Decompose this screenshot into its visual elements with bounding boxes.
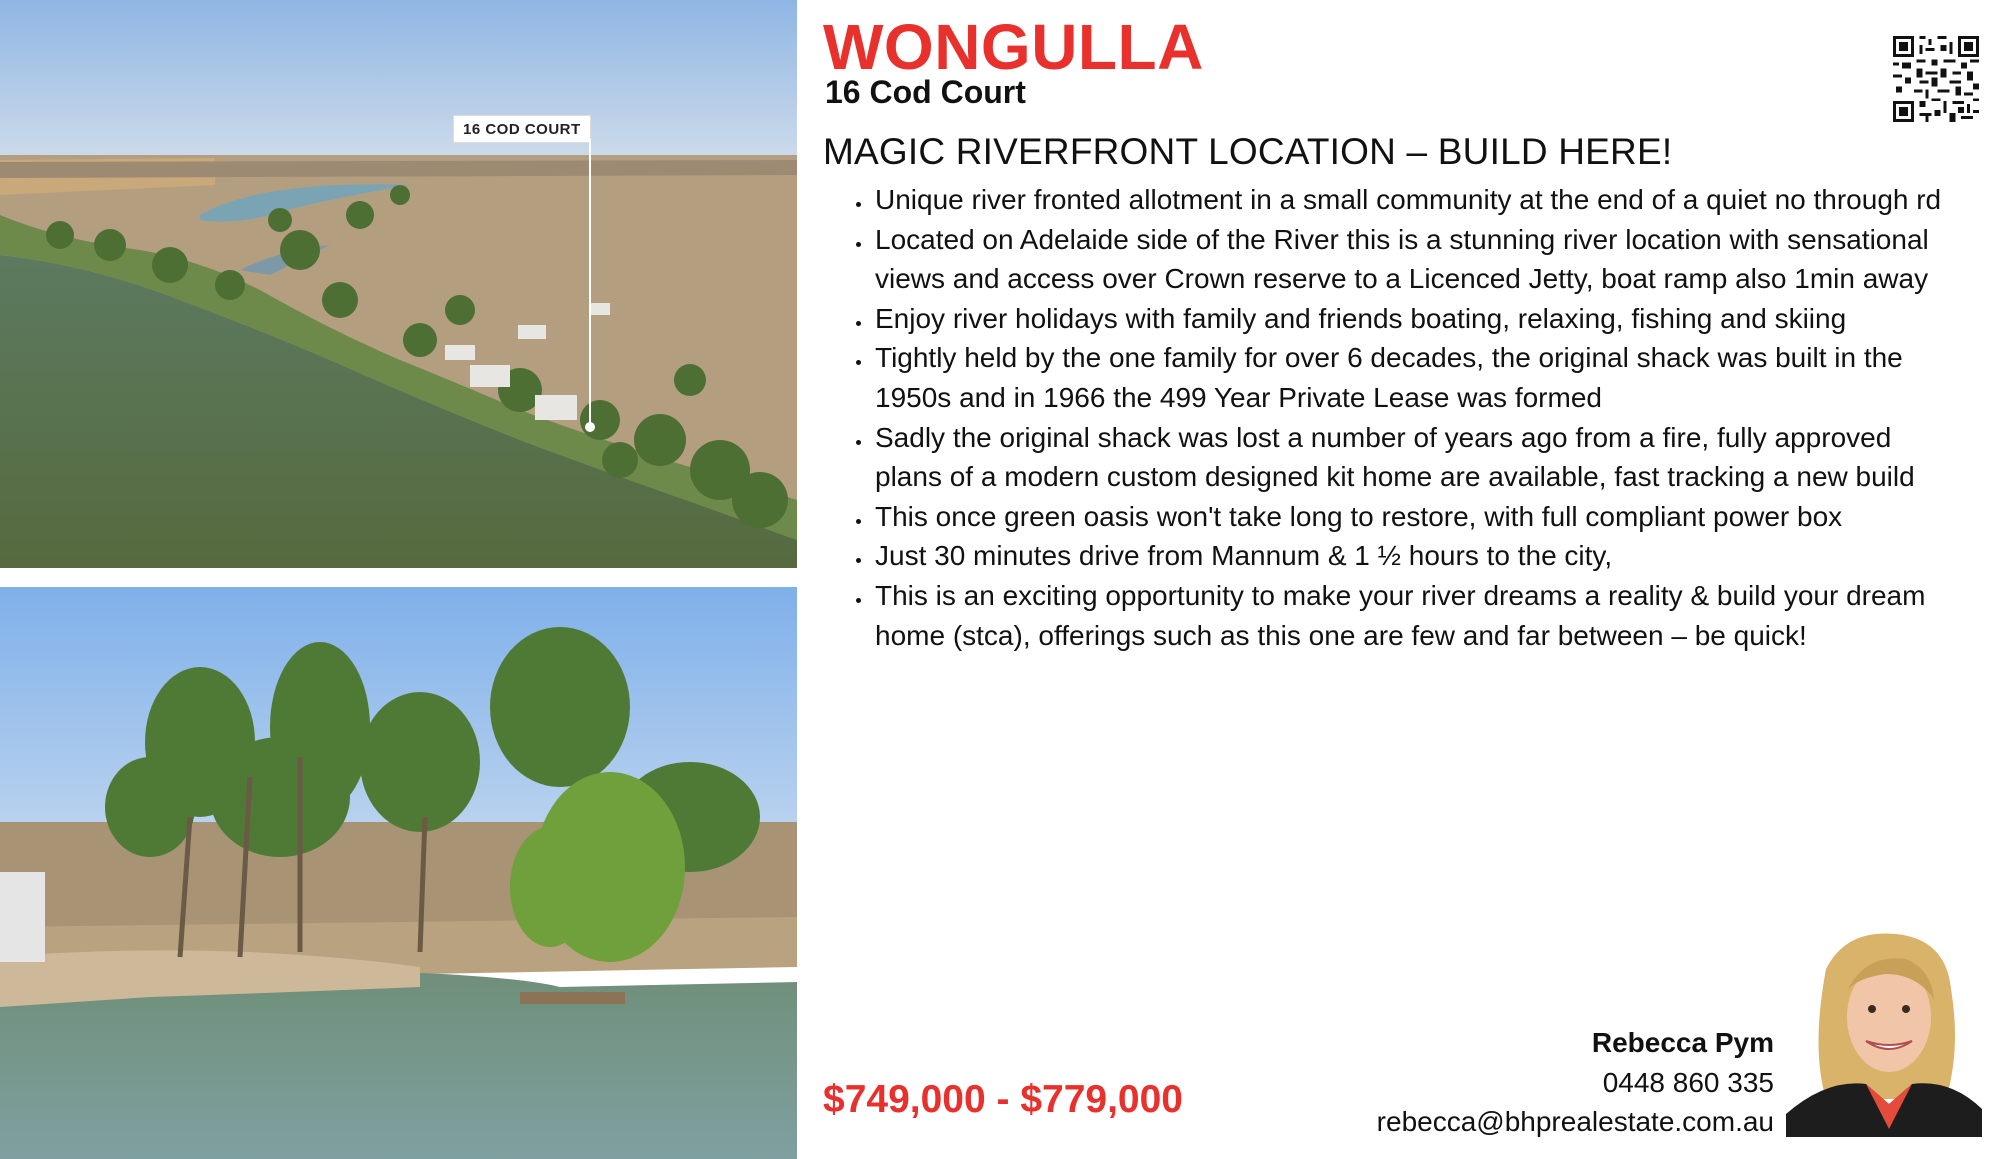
feature-item: • Unique river fronted allotment in a small community at the end of a quiet no through rd (873, 180, 1963, 220)
feature-item: • Just 30 minutes drive from Mannum & 1 ½ hours to the city, (873, 536, 1963, 576)
photo-callout-marker (585, 422, 595, 432)
agent-contact (1377, 1023, 1774, 1142)
price-range: $749,000 - $779,000 (823, 1078, 1183, 1121)
feature-item: • This is an exciting opportunity to make your river dreams a reality & build your dream home (stca), offerings such as this one are few and far between – be quick! (873, 576, 1963, 655)
property-address: 16 Cod Court (825, 74, 1026, 110)
qr-code-icon[interactable] (1893, 36, 1979, 122)
riverbank-photo (0, 587, 797, 1159)
feature-item: • This once green oasis won't take long to restore, with full compliant power box (873, 497, 1963, 537)
feature-item: • Located on Adelaide side of the River this is a stunning river location with sensational views and access over Crown reserve to a Licenced Jetty, boat ramp also 1min away (873, 220, 1963, 299)
suburb-title: WONGULLA (823, 11, 1204, 83)
listing-headline: MAGIC RIVERFRONT LOCATION – BUILD HERE! (823, 131, 1673, 172)
feature-item: • Enjoy river holidays with family and friends boating, relaxing, fishing and skiing (873, 299, 1963, 339)
feature-item: • Tightly held by the one family for over 6 decades, the original shack was built in the 1950s and in 1966 the 499 Year Private Lease was formed (873, 338, 1963, 417)
agent-avatar (1786, 929, 1982, 1137)
feature-item: • Sadly the original shack was lost a number of years ago from a fire, fully approved plans of a modern custom designed kit home are available, fast tracking a new build (873, 418, 1963, 497)
agent-name: Rebecca Pym (1591, 1027, 1774, 1058)
feature-list (823, 180, 1963, 655)
agent-phone[interactable]: 0448 860 335 (1602, 1066, 1774, 1098)
aerial-river-photo (0, 0, 797, 568)
agent-email[interactable]: rebecca@bhprealestate.com.au (1376, 1106, 1774, 1137)
photo-callout-line (589, 139, 591, 426)
photo-address-label: 16 COD COURT (453, 115, 591, 143)
